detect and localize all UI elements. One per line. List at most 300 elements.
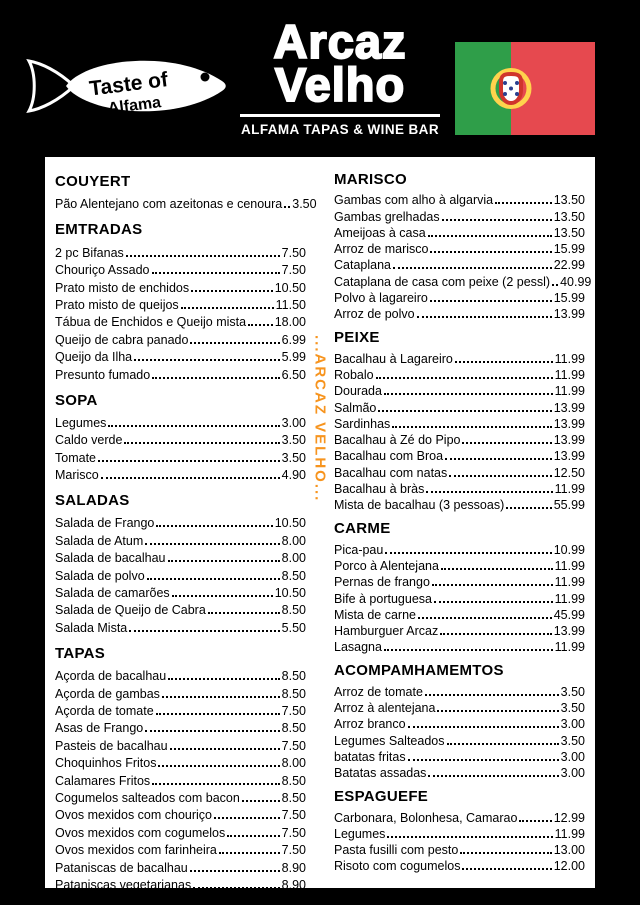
item-price: 11.99 bbox=[554, 351, 585, 366]
item-name: Cogumelos salteados com bacon bbox=[55, 790, 240, 805]
item-name: Bacalhau com Broa bbox=[334, 449, 444, 464]
item-price: 3.00 bbox=[281, 415, 306, 430]
menu-item bbox=[55, 413, 306, 430]
dot-leader bbox=[248, 324, 273, 326]
menu-item bbox=[55, 530, 306, 547]
dot-leader bbox=[408, 726, 559, 728]
item-name: Mista de bacalhau (3 pessoas) bbox=[334, 498, 505, 513]
dot-leader bbox=[519, 820, 551, 822]
dot-leader bbox=[430, 300, 552, 302]
title-block bbox=[238, 15, 442, 137]
menu-item bbox=[55, 242, 306, 259]
item-name: Arroz de tomate bbox=[334, 684, 423, 699]
fish-eye bbox=[201, 73, 210, 82]
dot-leader bbox=[449, 475, 551, 477]
item-price: 12.99 bbox=[553, 810, 585, 825]
item-price: 11.99 bbox=[554, 826, 585, 841]
item-name: Ovos mexidos com chouriço bbox=[55, 808, 213, 823]
dot-leader bbox=[462, 442, 551, 444]
dot-leader bbox=[158, 765, 279, 767]
menu-item bbox=[334, 382, 585, 398]
item-price: 3.50 bbox=[281, 450, 306, 465]
section-title: SALADAS bbox=[55, 492, 130, 510]
dot-leader bbox=[460, 852, 551, 854]
dot-leader bbox=[462, 868, 551, 870]
dot-leader bbox=[447, 743, 559, 745]
item-price: 11.99 bbox=[554, 482, 585, 497]
section-title: MARISCO bbox=[334, 171, 407, 188]
dot-leader bbox=[124, 442, 279, 444]
menu-item bbox=[334, 289, 585, 305]
item-price: 10.50 bbox=[274, 280, 306, 295]
dot-leader bbox=[126, 255, 280, 257]
item-name: Risoto com cogumelos bbox=[334, 859, 461, 874]
item-price: 8.00 bbox=[281, 756, 306, 771]
item-price: 13.50 bbox=[553, 225, 585, 240]
item-price: 3.00 bbox=[560, 717, 585, 732]
title-underline bbox=[240, 114, 440, 117]
item-price: 8.50 bbox=[281, 568, 306, 583]
item-name: Gambas com alho à algarvia bbox=[334, 193, 494, 208]
menu-item bbox=[334, 191, 585, 207]
menu-item bbox=[334, 224, 585, 240]
item-name: Salada de Atum bbox=[55, 533, 144, 548]
menu-item bbox=[55, 364, 306, 381]
item-price: 3.50 bbox=[560, 701, 585, 716]
dot-leader bbox=[440, 633, 552, 635]
menu-item bbox=[55, 840, 306, 857]
menu-item bbox=[334, 305, 585, 321]
dot-leader bbox=[408, 759, 559, 761]
dot-leader bbox=[181, 307, 274, 309]
item-name: Salada de polvo bbox=[55, 568, 145, 583]
item-price: 8.00 bbox=[281, 533, 306, 548]
item-price: 13.99 bbox=[553, 416, 585, 431]
item-name: Calamares Fritos bbox=[55, 773, 151, 788]
dot-leader bbox=[441, 568, 553, 570]
dot-leader bbox=[417, 316, 552, 318]
item-price: 7.50 bbox=[281, 703, 306, 718]
menu-item bbox=[334, 682, 585, 698]
menu-item bbox=[55, 683, 306, 700]
menu-item bbox=[334, 463, 585, 479]
dot-leader bbox=[190, 342, 279, 344]
portugal-flag bbox=[455, 42, 595, 135]
item-name: Bacalhau com natas bbox=[334, 465, 448, 480]
item-name: Pão Alentejano com azeitonas e cenoura bbox=[55, 197, 283, 212]
item-price: 3.50 bbox=[281, 433, 306, 448]
item-price: 13.50 bbox=[553, 209, 585, 224]
page-title-line1: Arcaz bbox=[273, 15, 407, 68]
item-price: 22.99 bbox=[553, 258, 585, 273]
dot-leader bbox=[387, 836, 552, 838]
menu-item bbox=[334, 540, 585, 556]
item-price: 12.50 bbox=[553, 465, 585, 480]
item-price: 8.50 bbox=[281, 603, 306, 618]
menu-item bbox=[334, 256, 585, 272]
item-name: Salada Mista bbox=[55, 620, 128, 635]
item-price: 11.99 bbox=[554, 575, 585, 590]
dot-leader bbox=[219, 852, 280, 854]
item-price: 7.50 bbox=[281, 263, 306, 278]
item-name: Pataniscas vegetarianas bbox=[55, 877, 192, 892]
item-name: Lasagna bbox=[334, 640, 382, 655]
item-name: Salada de Frango bbox=[55, 516, 155, 531]
dot-leader bbox=[152, 783, 279, 785]
item-name: Arroz de polvo bbox=[334, 307, 415, 322]
item-name: Salada de bacalhau bbox=[55, 551, 166, 566]
page-title-line2: Velho bbox=[274, 58, 406, 111]
menu-section bbox=[55, 392, 306, 483]
menu-item bbox=[55, 857, 306, 874]
menu-item bbox=[334, 808, 585, 824]
dot-leader bbox=[434, 601, 553, 603]
dot-leader bbox=[193, 887, 279, 889]
logo-text-line2: Alfama bbox=[106, 94, 162, 118]
item-name: Cataplana de casa com peixe (2 pessl) bbox=[334, 274, 551, 289]
dot-leader bbox=[170, 748, 280, 750]
menu-item bbox=[334, 573, 585, 589]
menu-item bbox=[55, 447, 306, 464]
dot-leader bbox=[392, 426, 551, 428]
item-name: Caldo verde bbox=[55, 433, 123, 448]
dot-leader bbox=[552, 284, 558, 286]
item-name: Mista de carne bbox=[334, 607, 416, 622]
item-name: Carbonara, Bolonhesa, Camarao bbox=[334, 810, 518, 825]
menu-column-left bbox=[55, 163, 317, 892]
dot-leader bbox=[437, 710, 558, 712]
menu-item bbox=[55, 513, 306, 530]
dot-leader bbox=[418, 617, 552, 619]
dot-leader bbox=[156, 525, 272, 527]
dot-leader bbox=[168, 678, 279, 680]
menu-item bbox=[55, 583, 306, 600]
item-name: Salada de camarões bbox=[55, 586, 170, 601]
item-name: Prato misto de queijos bbox=[55, 297, 179, 312]
dot-leader bbox=[162, 696, 280, 698]
menu-item bbox=[334, 857, 585, 873]
section-title: SOPA bbox=[55, 391, 98, 409]
item-name: Legumes bbox=[55, 415, 107, 430]
item-name: Asas de Frango bbox=[55, 721, 144, 736]
section-title: EMTRADAS bbox=[55, 221, 143, 239]
dot-leader bbox=[378, 410, 551, 412]
item-price: 13.99 bbox=[553, 307, 585, 322]
dot-leader bbox=[191, 290, 273, 292]
dot-leader bbox=[425, 694, 559, 696]
item-name: Dourada bbox=[334, 384, 382, 399]
menu-item bbox=[334, 366, 585, 382]
item-name: batatas fritas bbox=[334, 749, 406, 764]
item-price: 8.90 bbox=[281, 860, 306, 875]
menu-item bbox=[334, 207, 585, 223]
dot-leader bbox=[156, 713, 280, 715]
dot-leader bbox=[384, 649, 553, 651]
item-price: 13.99 bbox=[553, 400, 585, 415]
menu-item bbox=[334, 240, 585, 256]
section-title: TAPAS bbox=[55, 644, 106, 662]
menu-item bbox=[334, 349, 585, 365]
item-price: 8.50 bbox=[281, 686, 306, 701]
dot-leader bbox=[384, 393, 553, 395]
page-subtitle: ALFAMA TAPAS & WINE BAR bbox=[241, 122, 439, 137]
item-name: Bacalhau à Lagareiro bbox=[334, 351, 453, 366]
menu-item bbox=[334, 825, 585, 841]
item-price: 45.99 bbox=[553, 607, 585, 622]
dot-leader bbox=[445, 458, 552, 460]
item-name: Pataniscas de bacalhau bbox=[55, 860, 188, 875]
item-price: 5.50 bbox=[281, 620, 306, 635]
menu-item bbox=[334, 622, 585, 638]
item-price: 8.50 bbox=[281, 790, 306, 805]
dot-leader bbox=[190, 870, 280, 872]
item-name: Porco à Alentejana bbox=[334, 558, 439, 573]
item-name: Queijo de cabra panado bbox=[55, 332, 189, 347]
item-price: 3.50 bbox=[292, 197, 317, 212]
menu-item bbox=[55, 875, 306, 892]
dot-leader bbox=[495, 202, 552, 204]
menu-section bbox=[334, 662, 585, 780]
dot-leader bbox=[172, 595, 273, 597]
menu-item bbox=[55, 548, 306, 565]
item-name: Hamburguer Arcaz bbox=[334, 624, 439, 639]
dot-leader bbox=[147, 578, 280, 580]
item-price: 7.50 bbox=[281, 245, 306, 260]
section-title: PEIXE bbox=[334, 329, 380, 347]
item-name: Legumes Salteados bbox=[334, 733, 445, 748]
menu-item bbox=[55, 430, 306, 447]
item-price: 13.50 bbox=[553, 193, 585, 208]
dot-leader bbox=[152, 377, 279, 379]
item-price: 5.99 bbox=[281, 350, 306, 365]
dot-leader bbox=[393, 267, 552, 269]
menu-item bbox=[55, 770, 306, 787]
item-name: Arroz branco bbox=[334, 717, 406, 732]
item-name: Bacalhau à bràs bbox=[334, 482, 425, 497]
item-price: 11.99 bbox=[554, 384, 585, 399]
item-name: Tábua de Enchidos e Queijo mista bbox=[55, 315, 247, 330]
taste-of-alfama-fish-logo bbox=[26, 46, 231, 126]
dot-leader bbox=[455, 361, 553, 363]
item-price: 15.99 bbox=[553, 242, 585, 257]
item-name: Ovos mexidos com farinheira bbox=[55, 843, 217, 858]
item-price: 15.99 bbox=[553, 291, 585, 306]
dot-leader bbox=[432, 584, 553, 586]
menu-item bbox=[55, 735, 306, 752]
menu-item bbox=[55, 753, 306, 770]
item-price: 11.99 bbox=[554, 558, 585, 573]
item-name: Arroz de marisco bbox=[334, 242, 429, 257]
dot-leader bbox=[152, 272, 280, 274]
menu-item bbox=[55, 277, 306, 294]
item-name: Açorda de bacalhau bbox=[55, 669, 167, 684]
item-price: 4.90 bbox=[281, 468, 306, 483]
item-price: 10.50 bbox=[274, 516, 306, 531]
item-price: 7.50 bbox=[281, 808, 306, 823]
item-name: 2 pc Bifanas bbox=[55, 245, 124, 260]
item-price: 11.50 bbox=[275, 297, 306, 312]
menu-item bbox=[334, 398, 585, 414]
dot-leader bbox=[129, 630, 279, 632]
menu-item bbox=[334, 841, 585, 857]
menu-section bbox=[55, 173, 317, 212]
item-price: 13.99 bbox=[553, 449, 585, 464]
dot-leader bbox=[145, 543, 279, 545]
menu-item bbox=[334, 480, 585, 496]
dot-leader bbox=[208, 612, 280, 614]
menu-item bbox=[55, 347, 306, 364]
dot-leader bbox=[134, 359, 280, 361]
item-name: Açorda de gambas bbox=[55, 686, 160, 701]
item-price: 12.00 bbox=[553, 859, 585, 874]
item-name: Queijo da Ilha bbox=[55, 350, 133, 365]
section-title: COUYERT bbox=[55, 173, 131, 190]
menu-item bbox=[55, 194, 317, 212]
menu-item bbox=[334, 557, 585, 573]
item-price: 3.50 bbox=[560, 684, 585, 699]
menu-item bbox=[334, 764, 585, 780]
item-price: 11.99 bbox=[554, 640, 585, 655]
item-name: Pica-pau bbox=[334, 542, 384, 557]
item-name: Polvo à lagareiro bbox=[334, 291, 428, 306]
dot-leader bbox=[442, 219, 552, 221]
item-price: 13.99 bbox=[553, 433, 585, 448]
header bbox=[0, 0, 640, 157]
item-name: Açorda de tomate bbox=[55, 703, 154, 718]
menu-item bbox=[334, 606, 585, 622]
menu-item bbox=[334, 589, 585, 605]
item-price: 6.50 bbox=[281, 367, 306, 382]
item-name: Pasta fusilli com pesto bbox=[334, 843, 459, 858]
item-name: Presunto fumado bbox=[55, 367, 151, 382]
dot-leader bbox=[227, 835, 279, 837]
item-price: 13.99 bbox=[553, 624, 585, 639]
menu-item bbox=[334, 715, 585, 731]
item-name: Marisco bbox=[55, 468, 99, 483]
dot-leader bbox=[430, 251, 551, 253]
item-price: 10.50 bbox=[274, 586, 306, 601]
item-price: 11.99 bbox=[554, 591, 585, 606]
item-price: 8.00 bbox=[281, 551, 306, 566]
item-price: 7.50 bbox=[281, 825, 306, 840]
menu-item bbox=[55, 312, 306, 329]
menu-section bbox=[55, 221, 306, 381]
menu-item bbox=[55, 788, 306, 805]
item-price: 8.50 bbox=[281, 721, 306, 736]
item-price: 3.50 bbox=[560, 733, 585, 748]
menu-item bbox=[55, 718, 306, 735]
menu-item bbox=[334, 699, 585, 715]
menu-item bbox=[55, 260, 306, 277]
item-name: Batatas assadas bbox=[334, 766, 427, 781]
item-name: Ovos mexidos com cogumelos bbox=[55, 825, 226, 840]
menu-item bbox=[55, 600, 306, 617]
menu-section bbox=[55, 492, 306, 635]
item-name: Bife à portuguesa bbox=[334, 591, 432, 606]
menu-content bbox=[45, 157, 595, 892]
dot-leader bbox=[284, 206, 290, 208]
dot-leader bbox=[426, 491, 552, 493]
item-name: Arroz à alentejana bbox=[334, 701, 436, 716]
section-title: ACOMPAMHAMEMTOS bbox=[334, 662, 504, 680]
dot-leader bbox=[385, 552, 551, 554]
menu-item bbox=[334, 638, 585, 654]
logo-text-line1: Taste of bbox=[88, 68, 170, 101]
item-price: 8.50 bbox=[281, 669, 306, 684]
dot-leader bbox=[214, 817, 280, 819]
menu-item bbox=[334, 496, 585, 512]
menu-item bbox=[334, 415, 585, 431]
section-title: CARME bbox=[334, 520, 391, 538]
section-title: ESPAGUEFE bbox=[334, 788, 429, 806]
menu-item bbox=[55, 465, 306, 482]
dot-leader bbox=[428, 235, 552, 237]
item-name: Gambas grelhadas bbox=[334, 209, 440, 224]
dot-leader bbox=[101, 477, 280, 479]
menu-item bbox=[55, 295, 306, 312]
item-price: 18.00 bbox=[274, 315, 306, 330]
menu-section bbox=[334, 788, 585, 873]
menu-section bbox=[334, 329, 585, 512]
dot-leader bbox=[168, 560, 280, 562]
vertical-brand-text: ...ARCAZ VELHO... bbox=[311, 335, 329, 503]
menu-column-right bbox=[334, 163, 592, 888]
menu-section bbox=[334, 520, 585, 654]
dot-leader bbox=[98, 460, 280, 462]
item-price: 40.99 bbox=[560, 274, 592, 289]
item-price: 10.99 bbox=[553, 542, 585, 557]
item-price: 8.50 bbox=[281, 773, 306, 788]
item-name: Sardinhas bbox=[334, 416, 391, 431]
menu-item bbox=[334, 447, 585, 463]
item-price: 3.00 bbox=[560, 766, 585, 781]
item-price: 3.00 bbox=[560, 749, 585, 764]
menu-item bbox=[334, 731, 585, 747]
menu-section bbox=[55, 645, 306, 892]
menu-item bbox=[55, 617, 306, 634]
item-name: Ameijoas à casa bbox=[334, 225, 426, 240]
item-name: Prato misto de enchidos bbox=[55, 280, 190, 295]
item-name: Legumes bbox=[334, 826, 386, 841]
item-name: Pernas de frango bbox=[334, 575, 430, 590]
item-price: 8.90 bbox=[281, 877, 306, 892]
menu-item bbox=[55, 701, 306, 718]
dot-leader bbox=[108, 425, 279, 427]
item-price: 11.99 bbox=[554, 367, 585, 382]
menu-item bbox=[55, 822, 306, 839]
item-name: Choquinhos Fritos bbox=[55, 756, 157, 771]
menu-item bbox=[55, 565, 306, 582]
item-name: Bacalhau à Zé do Pipo bbox=[334, 433, 461, 448]
item-name: Tomate bbox=[55, 450, 96, 465]
menu-section bbox=[334, 171, 592, 322]
menu-item bbox=[55, 329, 306, 346]
item-price: 55.99 bbox=[553, 498, 585, 513]
item-price: 7.50 bbox=[281, 843, 306, 858]
item-name: Chouriço Assado bbox=[55, 263, 150, 278]
menu-item bbox=[334, 431, 585, 447]
item-name: Robalo bbox=[334, 367, 374, 382]
item-name: Salmão bbox=[334, 400, 377, 415]
item-name: Salada de Queijo de Cabra bbox=[55, 603, 206, 618]
item-price: 6.99 bbox=[281, 332, 306, 347]
menu-item bbox=[55, 666, 306, 683]
item-price: 7.50 bbox=[281, 738, 306, 753]
menu-item bbox=[55, 805, 306, 822]
dot-leader bbox=[145, 730, 279, 732]
menu-item bbox=[334, 748, 585, 764]
dot-leader bbox=[376, 377, 553, 379]
